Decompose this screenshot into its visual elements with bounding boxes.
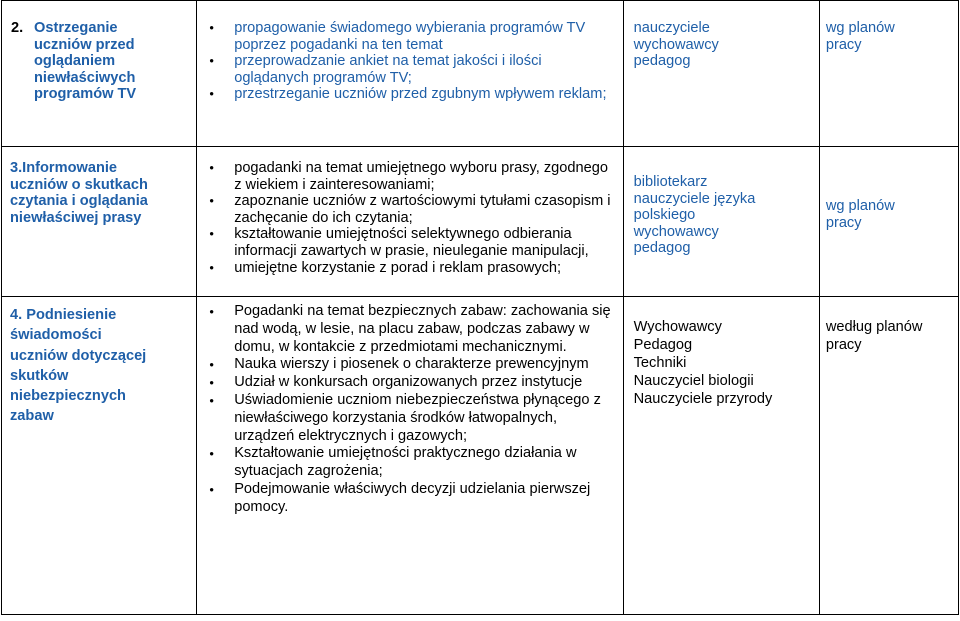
task-cell <box>2 297 197 615</box>
task-title: 3.Informowanie uczniów o skutkach czytania i oglądania niewłaściwej prasy <box>10 160 148 226</box>
schedule-cell <box>819 1 958 147</box>
schedule-text: wg planów pracy <box>825 20 895 53</box>
table-row <box>2 297 959 615</box>
list-item: ● przestrzeganie uczniów przed zgubnym wpływem reklam; <box>203 86 617 103</box>
responsible-item: Nauczyciel biologii <box>633 373 754 389</box>
schedule-cell <box>819 297 958 615</box>
responsible-item: Wychowawcy <box>633 319 722 335</box>
activities-list <box>203 160 617 276</box>
table-row <box>2 147 959 297</box>
list-item: ● przeprowadzanie ankiet na temat jakości i ilości oglądanych programów TV; <box>203 53 617 86</box>
list-item: ● propagowanie świadomego wybierania programów TV poprzez pogadanki na ten temat <box>203 20 617 53</box>
list-item: ● kształtowanie umiejętności selektywnego odbierania informacji zawartych w prasie, nieuleganie manipulacji, <box>203 226 617 259</box>
responsible-item: Nauczyciele przyrody <box>633 391 773 407</box>
task-cell <box>2 1 197 147</box>
schedule-cell <box>819 147 958 297</box>
task-cell <box>2 147 197 297</box>
list-item: ● umiejętne korzystanie z porad i reklam prasowych; <box>203 260 617 277</box>
responsible-item: nauczyciele języka polskiego <box>633 190 756 224</box>
list-item: ● Podejmowanie właściwych decyzji udzielania pierwszej pomocy. <box>203 481 617 517</box>
task-title: 2. Ostrzeganie uczniów przed oglądaniem niewłaściwych programów TV <box>11 20 137 103</box>
schedule-text: według planów pracy <box>825 319 923 353</box>
responsible-item: wychowawcy <box>633 223 719 240</box>
responsible-item: Pedagog <box>633 337 693 353</box>
responsible-item: pedagog <box>633 240 691 257</box>
activities-cell <box>197 297 623 615</box>
responsible-item: pedagog <box>633 53 691 70</box>
list-item: ● Kształtowanie umiejętności praktycznego działania w sytuacjach zagrożenia; <box>203 445 617 481</box>
list-item: ● zapoznanie uczniów z wartościowymi tytułami czasopism i zachęcanie do ich czytania; <box>203 193 617 226</box>
list-item: ● pogadanki na temat umiejętnego wyboru prasy, zgodnego z wiekiem i zainteresowaniami; <box>203 160 617 193</box>
responsible-cell <box>623 1 819 147</box>
task-number: 2. <box>11 20 24 36</box>
list-item: ● Nauka wierszy i piosenek o charakterze prewencyjnym <box>203 356 617 374</box>
schedule-text: wg planów pracy <box>825 198 895 231</box>
activities-cell <box>197 147 623 297</box>
activities-list <box>203 303 617 517</box>
responsible-item: bibliotekarz <box>633 174 708 190</box>
plan-table <box>1 0 959 615</box>
list-item: ● Pogadanki na temat bezpiecznych zabaw: zachowania się nad wodą, w lesie, na placu zabaw, podczas zabawy w domu, w kontakcie z przedmiotami mechanicznymi. <box>203 303 617 356</box>
responsible-cell <box>623 147 819 297</box>
activities-cell <box>197 1 623 147</box>
activities-list <box>203 20 617 103</box>
responsible-item: nauczyciele <box>633 20 710 36</box>
responsible-item: wychowawcy <box>633 36 719 53</box>
table-row <box>2 1 959 147</box>
task-title: 4. Podniesienie świadomości uczniów dotyczącej skutków niebezpiecznych zabaw <box>10 307 147 425</box>
responsible-item: Techniki <box>633 355 687 371</box>
list-item: ● Uświadomienie uczniom niebezpieczeństwa płynącego z niewłaściwego korzystania środków łatwopalnych, urządzeń elektrycznych i gazowych; <box>203 392 617 445</box>
list-item: ● Udział w konkursach organizowanych przez instytucje <box>203 374 617 392</box>
responsible-cell <box>623 297 819 615</box>
